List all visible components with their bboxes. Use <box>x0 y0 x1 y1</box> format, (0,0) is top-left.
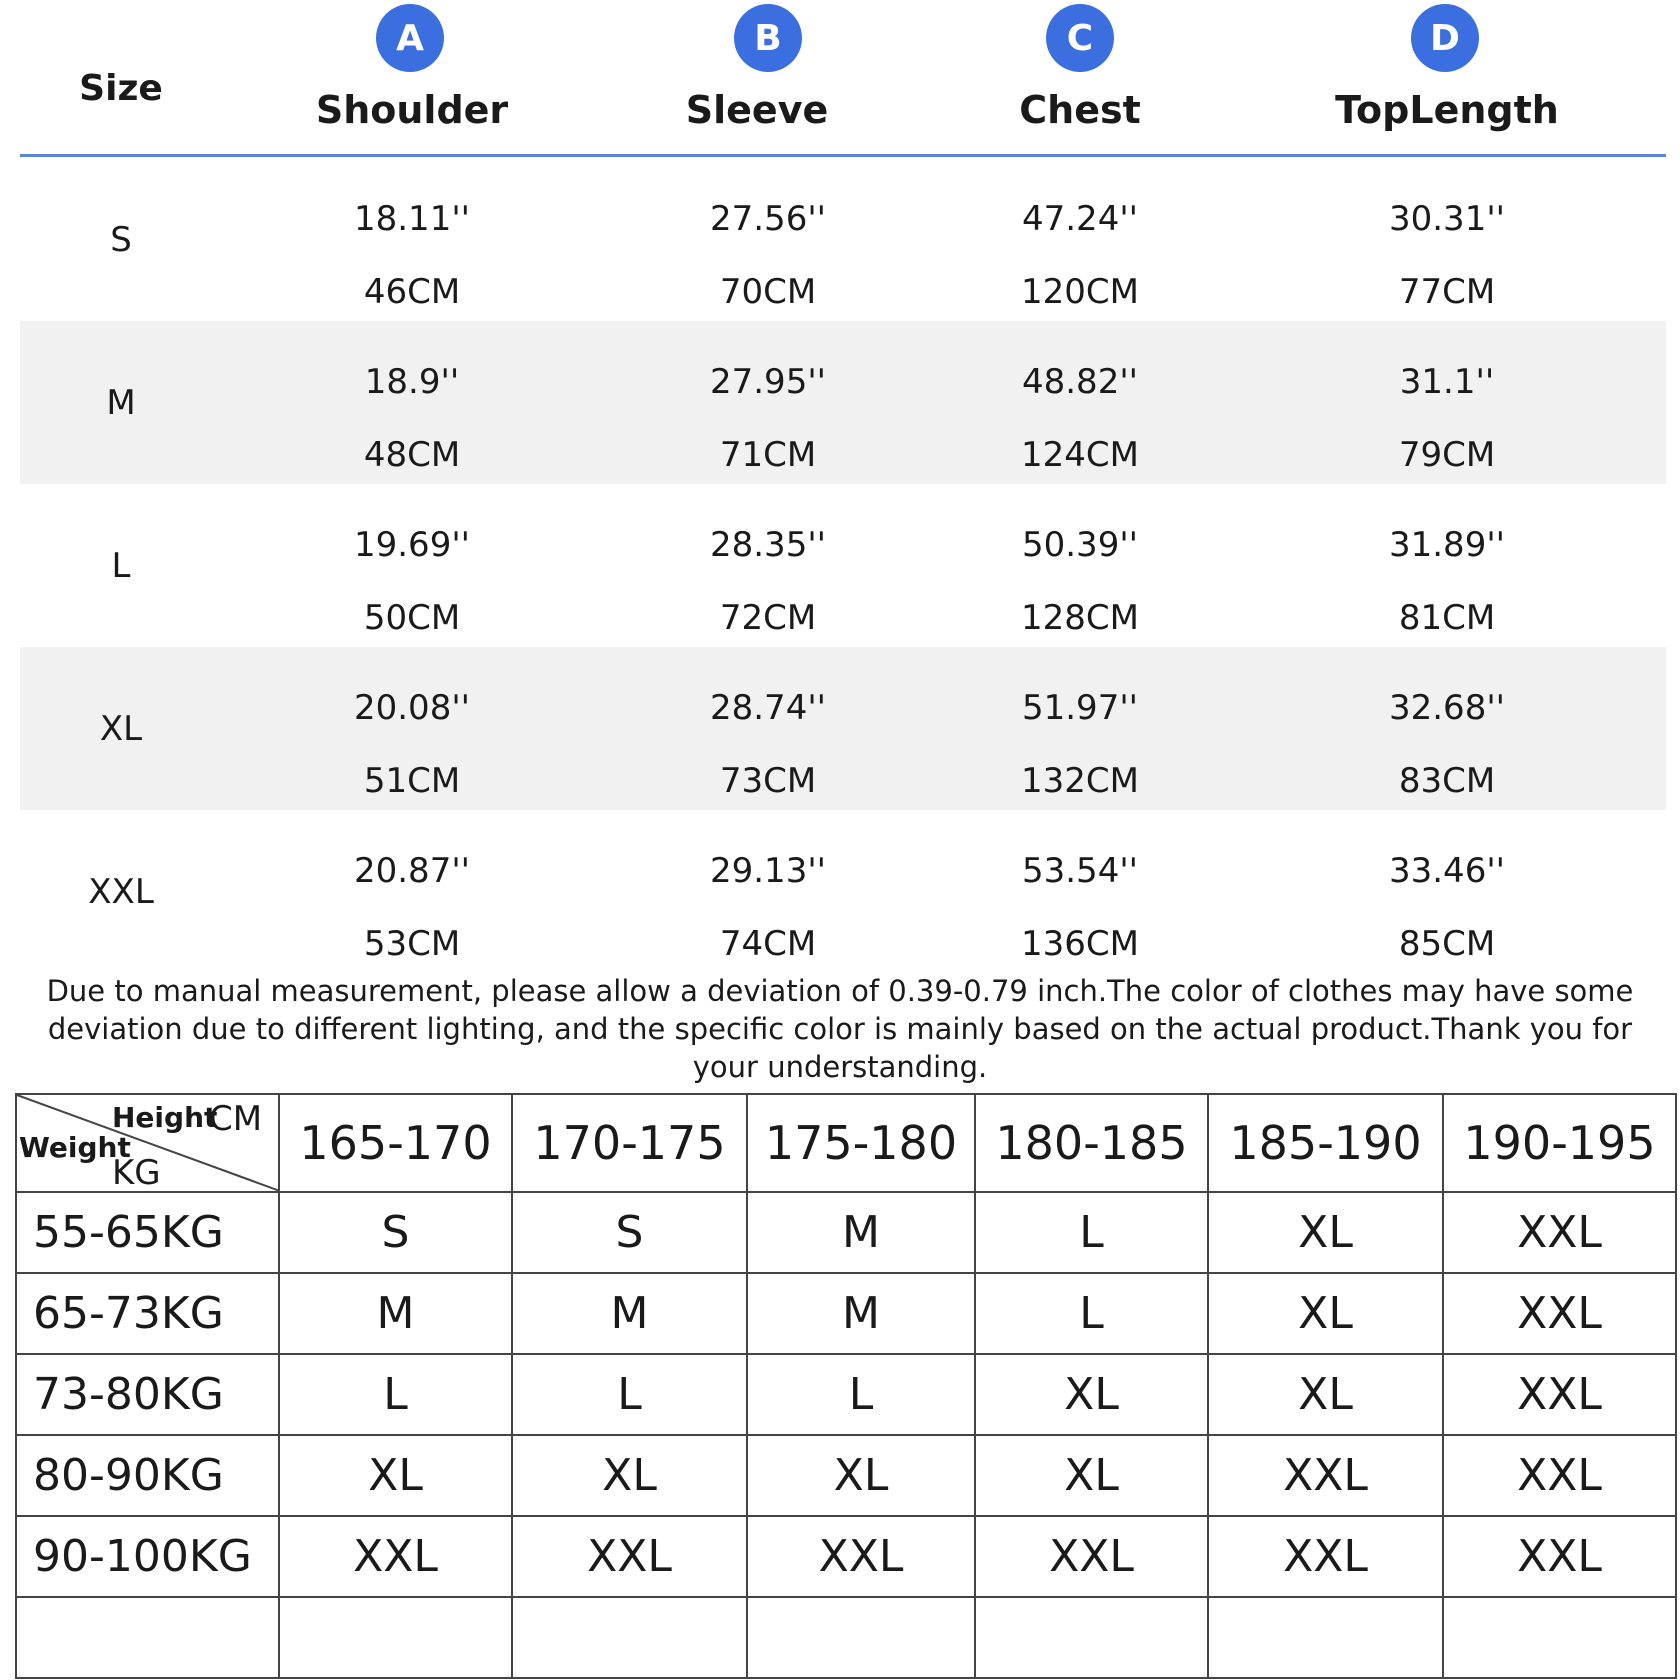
recommended-size: XXL <box>1443 1435 1676 1516</box>
cm-value: 79CM <box>1398 435 1496 475</box>
empty-cell <box>512 1597 747 1678</box>
inch-value: 30.31'' <box>1388 199 1506 239</box>
height-header: 165-170 <box>279 1094 512 1192</box>
size-label: S <box>110 220 132 260</box>
badge-b-icon: B <box>734 4 802 72</box>
inch-value: 33.46'' <box>1388 851 1506 891</box>
recommended-size: S <box>512 1192 747 1273</box>
recommended-size: XL <box>975 1435 1208 1516</box>
inch-value: 50.39'' <box>1021 525 1139 565</box>
size-label: M <box>106 383 136 423</box>
recommended-size: M <box>747 1192 975 1273</box>
inch-value: 32.68'' <box>1388 688 1506 728</box>
weight-row <box>16 1516 1676 1597</box>
height-header: 190-195 <box>1443 1094 1676 1192</box>
recommended-size: XXL <box>512 1516 747 1597</box>
recommended-size: XL <box>279 1435 512 1516</box>
weight-row <box>16 1435 1676 1516</box>
recommended-size: XXL <box>1443 1273 1676 1354</box>
inch-value: 53.54'' <box>1021 851 1139 891</box>
cm-value: 83CM <box>1398 761 1496 801</box>
height-header: 185-190 <box>1208 1094 1443 1192</box>
inch-value: 18.9'' <box>364 362 460 402</box>
recommended-size: XXL <box>975 1516 1208 1597</box>
recommended-size: L <box>975 1192 1208 1273</box>
weight-row <box>16 1354 1676 1435</box>
cm-value: 51CM <box>363 761 461 801</box>
height-header: 175-180 <box>747 1094 975 1192</box>
weight-range: 65-73KG <box>16 1273 279 1354</box>
col-header-chest: Chest <box>1019 88 1141 132</box>
weight-range: 80-90KG <box>16 1435 279 1516</box>
inch-value: 31.1'' <box>1399 362 1495 402</box>
inch-value: 27.95'' <box>709 362 827 402</box>
recommended-size: L <box>512 1354 747 1435</box>
inch-value: 28.74'' <box>709 688 827 728</box>
empty-cell <box>975 1597 1208 1678</box>
size-header: Size <box>79 68 163 109</box>
cm-value: 71CM <box>719 435 817 475</box>
cm-value: 70CM <box>719 272 817 312</box>
recommended-size: XXL <box>1208 1435 1443 1516</box>
measurement-note: Due to manual measurement, please allow a deviation of 0.39-0.79 inch.The color of clothes may have some deviation due to different lighting, and the specific color is mainly based on the actual product.Thank you for your understanding. <box>46 974 1634 1084</box>
height-header: 170-175 <box>512 1094 747 1192</box>
inch-value: 48.82'' <box>1021 362 1139 402</box>
recommended-size: L <box>975 1273 1208 1354</box>
weight-range: 55-65KG <box>16 1192 279 1273</box>
weight-range: 90-100KG <box>16 1516 279 1597</box>
header-divider <box>20 154 1666 157</box>
badge-c-icon: C <box>1046 4 1114 72</box>
recommended-size: XL <box>512 1435 747 1516</box>
inch-value: 31.89'' <box>1388 525 1506 565</box>
cm-value: 50CM <box>363 598 461 638</box>
recommended-size: M <box>512 1273 747 1354</box>
badge-a-icon: A <box>376 4 444 72</box>
recommended-size: XL <box>1208 1273 1443 1354</box>
height-unit: CM <box>209 1099 263 1139</box>
cm-value: 128CM <box>1021 598 1139 638</box>
empty-cell <box>1443 1597 1676 1678</box>
empty-cell <box>747 1597 975 1678</box>
recommended-size: M <box>279 1273 512 1354</box>
cm-value: 120CM <box>1021 272 1139 312</box>
cm-value: 124CM <box>1021 435 1139 475</box>
cm-value: 46CM <box>363 272 461 312</box>
inch-value: 20.08'' <box>353 688 471 728</box>
recommended-size: M <box>747 1273 975 1354</box>
height-header-row <box>16 1094 1676 1192</box>
cm-value: 72CM <box>719 598 817 638</box>
weight-unit: KG <box>112 1153 161 1192</box>
empty-cell <box>16 1597 279 1678</box>
recommended-size: XL <box>747 1435 975 1516</box>
corner-cell <box>16 1094 279 1192</box>
inch-value: 47.24'' <box>1021 199 1139 239</box>
inch-value: 29.13'' <box>709 851 827 891</box>
size-label: L <box>111 546 131 586</box>
inch-value: 20.87'' <box>353 851 471 891</box>
cm-value: 73CM <box>719 761 817 801</box>
weight-range: 73-80KG <box>16 1354 279 1435</box>
cm-value: 85CM <box>1398 924 1496 964</box>
recommended-size: XL <box>975 1354 1208 1435</box>
inch-value: 18.11'' <box>353 199 471 239</box>
cm-value: 53CM <box>363 924 461 964</box>
empty-cell <box>279 1597 512 1678</box>
size-label: XXL <box>88 872 154 912</box>
recommended-size: L <box>747 1354 975 1435</box>
recommended-size: XL <box>1208 1354 1443 1435</box>
col-header-sleeve: Sleeve <box>685 88 829 132</box>
height-label: Height <box>112 1101 218 1134</box>
cm-value: 74CM <box>719 924 817 964</box>
inch-value: 27.56'' <box>709 199 827 239</box>
size-label: XL <box>99 709 143 749</box>
inch-value: 19.69'' <box>353 525 471 565</box>
recommended-size: XXL <box>279 1516 512 1597</box>
weight-row <box>16 1273 1676 1354</box>
recommended-size: XL <box>1208 1192 1443 1273</box>
cm-value: 136CM <box>1021 924 1139 964</box>
recommended-size: XXL <box>1443 1516 1676 1597</box>
height-header: 180-185 <box>975 1094 1208 1192</box>
recommended-size: L <box>279 1354 512 1435</box>
col-header-toplength: TopLength <box>1335 88 1559 132</box>
weight-row <box>16 1192 1676 1273</box>
empty-row <box>16 1597 1676 1678</box>
recommended-size: XXL <box>1208 1516 1443 1597</box>
inch-value: 28.35'' <box>709 525 827 565</box>
cm-value: 77CM <box>1398 272 1496 312</box>
badge-d-icon: D <box>1411 4 1479 72</box>
cm-value: 48CM <box>363 435 461 475</box>
weight-label: Weight <box>19 1131 131 1164</box>
cm-value: 81CM <box>1398 598 1496 638</box>
cm-value: 132CM <box>1021 761 1139 801</box>
size-guide-table <box>15 1093 1677 1679</box>
inch-value: 51.97'' <box>1021 688 1139 728</box>
recommended-size: XXL <box>1443 1192 1676 1273</box>
recommended-size: XXL <box>1443 1354 1676 1435</box>
recommended-size: XXL <box>747 1516 975 1597</box>
empty-cell <box>1208 1597 1443 1678</box>
col-header-shoulder: Shoulder <box>315 88 509 132</box>
recommended-size: S <box>279 1192 512 1273</box>
